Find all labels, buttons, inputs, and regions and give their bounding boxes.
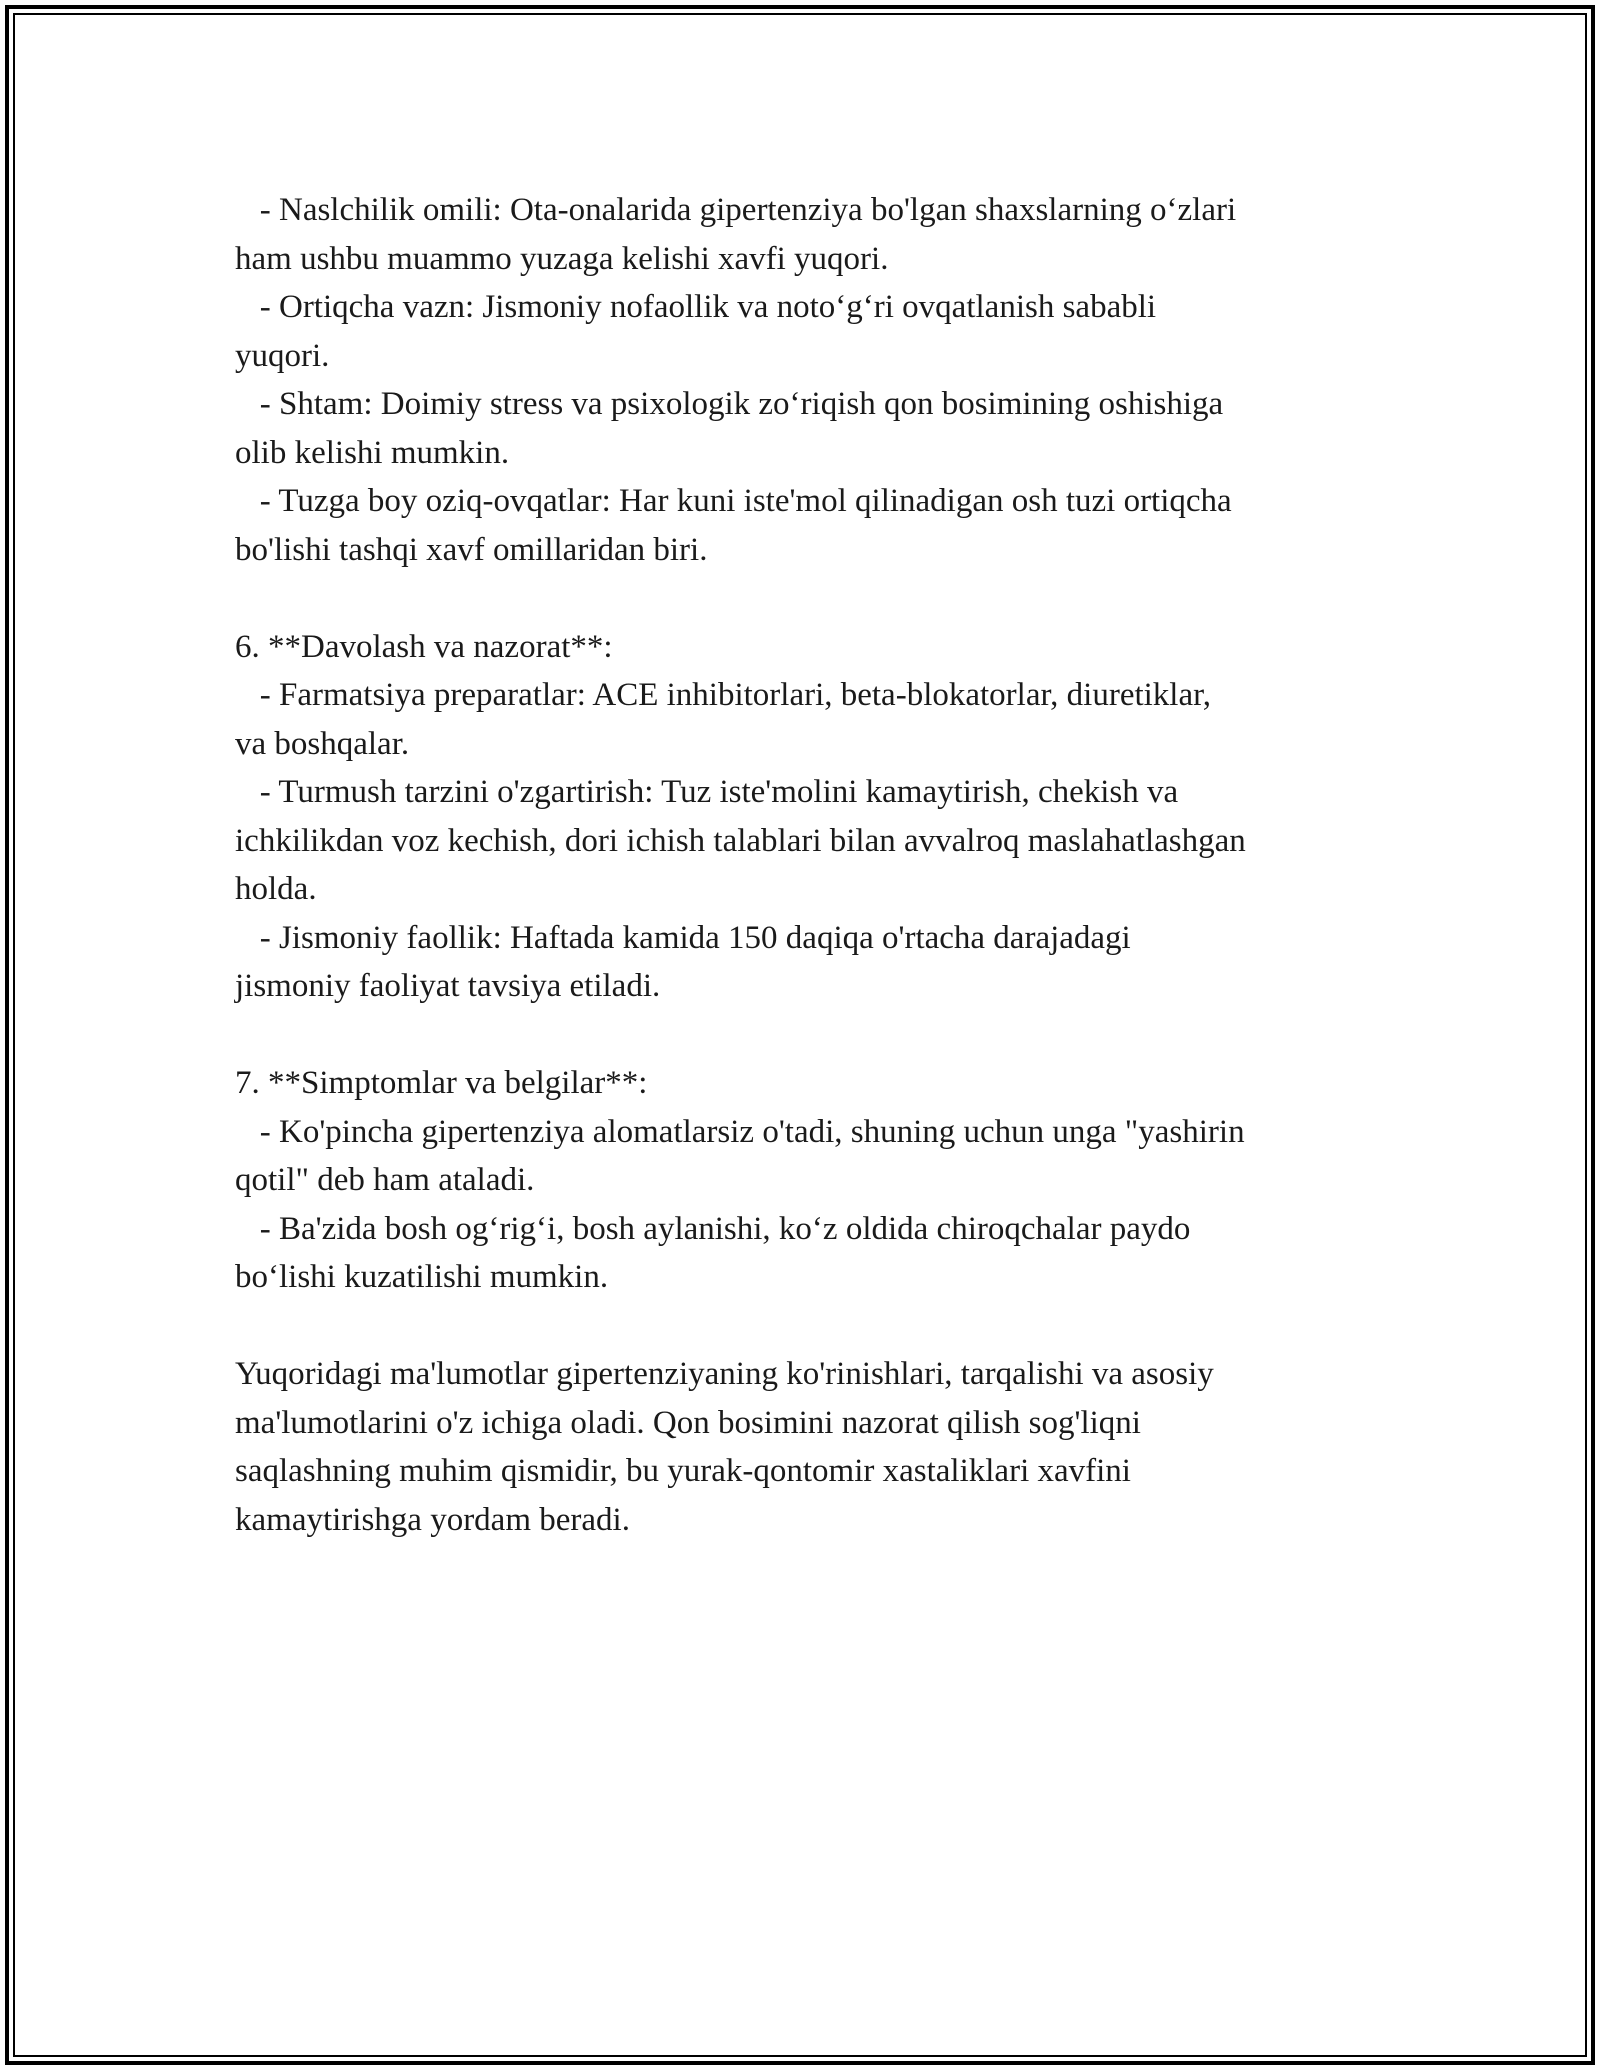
text-line: jismoniy faoliyat tavsiya etiladi. [235,968,661,1004]
text-line: - Tuzga boy oziq-ovqatlar: Har kuni iste'mol qilinadigan osh tuzi ortiqcha [235,483,1232,519]
section-heading: 7. **Simptomlar va belgilar**: [235,1065,648,1101]
text-line: - Ba'zida bosh og‘rig‘i, bosh aylanishi, ko‘z oldida chiroqchalar paydo [235,1210,1191,1247]
list-item [235,1205,1375,1302]
text-line: saqlashning muhim qismidir, bu yurak-qontomir xastaliklari xavfini [235,1453,1131,1489]
text-line: va boshqalar. [235,725,410,762]
text-line: - Turmush tarzini o'zgartirish: Tuz iste'molini kamaytirish, chekish va [235,774,1179,810]
text-line: - Naslchilik omili: Ota-onalarida gipertenziya bo'lgan shaxslarning o‘zlari [235,192,1237,228]
text-line: bo‘lishi kuzatilishi mumkin. [235,1259,609,1295]
risk-factor-item [235,380,1375,477]
risk-factor-item [235,283,1375,380]
paragraph-gap [235,574,1375,623]
text-line: ma'lumotlarini o'z ichiga oladi. Qon bosimini nazorat qilish sog'liqni [235,1404,1141,1441]
text-line: - Jismoniy faollik: Haftada kamida 150 daqiqa o'rtacha darajadagi [235,919,1131,956]
risk-factor-item [235,186,1375,283]
paragraph-gap [235,1302,1375,1351]
text-line: qotil" deb ham ataladi. [235,1162,535,1198]
text-line: bo'lishi tashqi xavf omillaridan biri. [235,531,708,568]
section-symptoms [235,1059,1375,1302]
text-line: - Shtam: Doimiy stress va psixologik zo‘riqish qon bosimining oshishiga [235,386,1224,422]
text-line: holda. [235,871,317,907]
risk-factor-item [235,477,1375,574]
paragraph-gap [235,1011,1375,1060]
list-item [235,914,1375,1011]
text-line: kamaytirishga yordam beradi. [235,1501,630,1538]
text-line: yuqori. [235,337,330,374]
document-body [235,186,1375,1544]
text-line: olib kelishi mumkin. [235,434,510,471]
list-item [235,671,1375,768]
section-heading: 6. **Davolash va nazorat**: [235,628,613,665]
text-line: - Ko'pincha gipertenziya alomatlarsiz o'tadi, shuning uchun unga "yashirin [235,1113,1245,1150]
list-item [235,1108,1375,1205]
section-treatment [235,623,1375,1011]
text-line: - Farmatsiya preparatlar: ACE inhibitorlari, beta-blokatorlar, diuretiklar, [235,677,1212,713]
conclusion-paragraph [235,1350,1375,1544]
text-line: ichkilikdan voz kechish, dori ichish talablari bilan avvalroq maslahatlashgan [235,822,1246,859]
list-item [235,768,1375,914]
text-line: - Ortiqcha vazn: Jismoniy nofaollik va noto‘g‘ri ovqatlanish sababli [235,289,1157,325]
text-line: ham ushbu muammo yuzaga kelishi xavfi yuqori. [235,240,889,277]
text-line: Yuqoridagi ma'lumotlar gipertenziyaning ko'rinishlari, tarqalishi va asosiy [235,1356,1214,1392]
